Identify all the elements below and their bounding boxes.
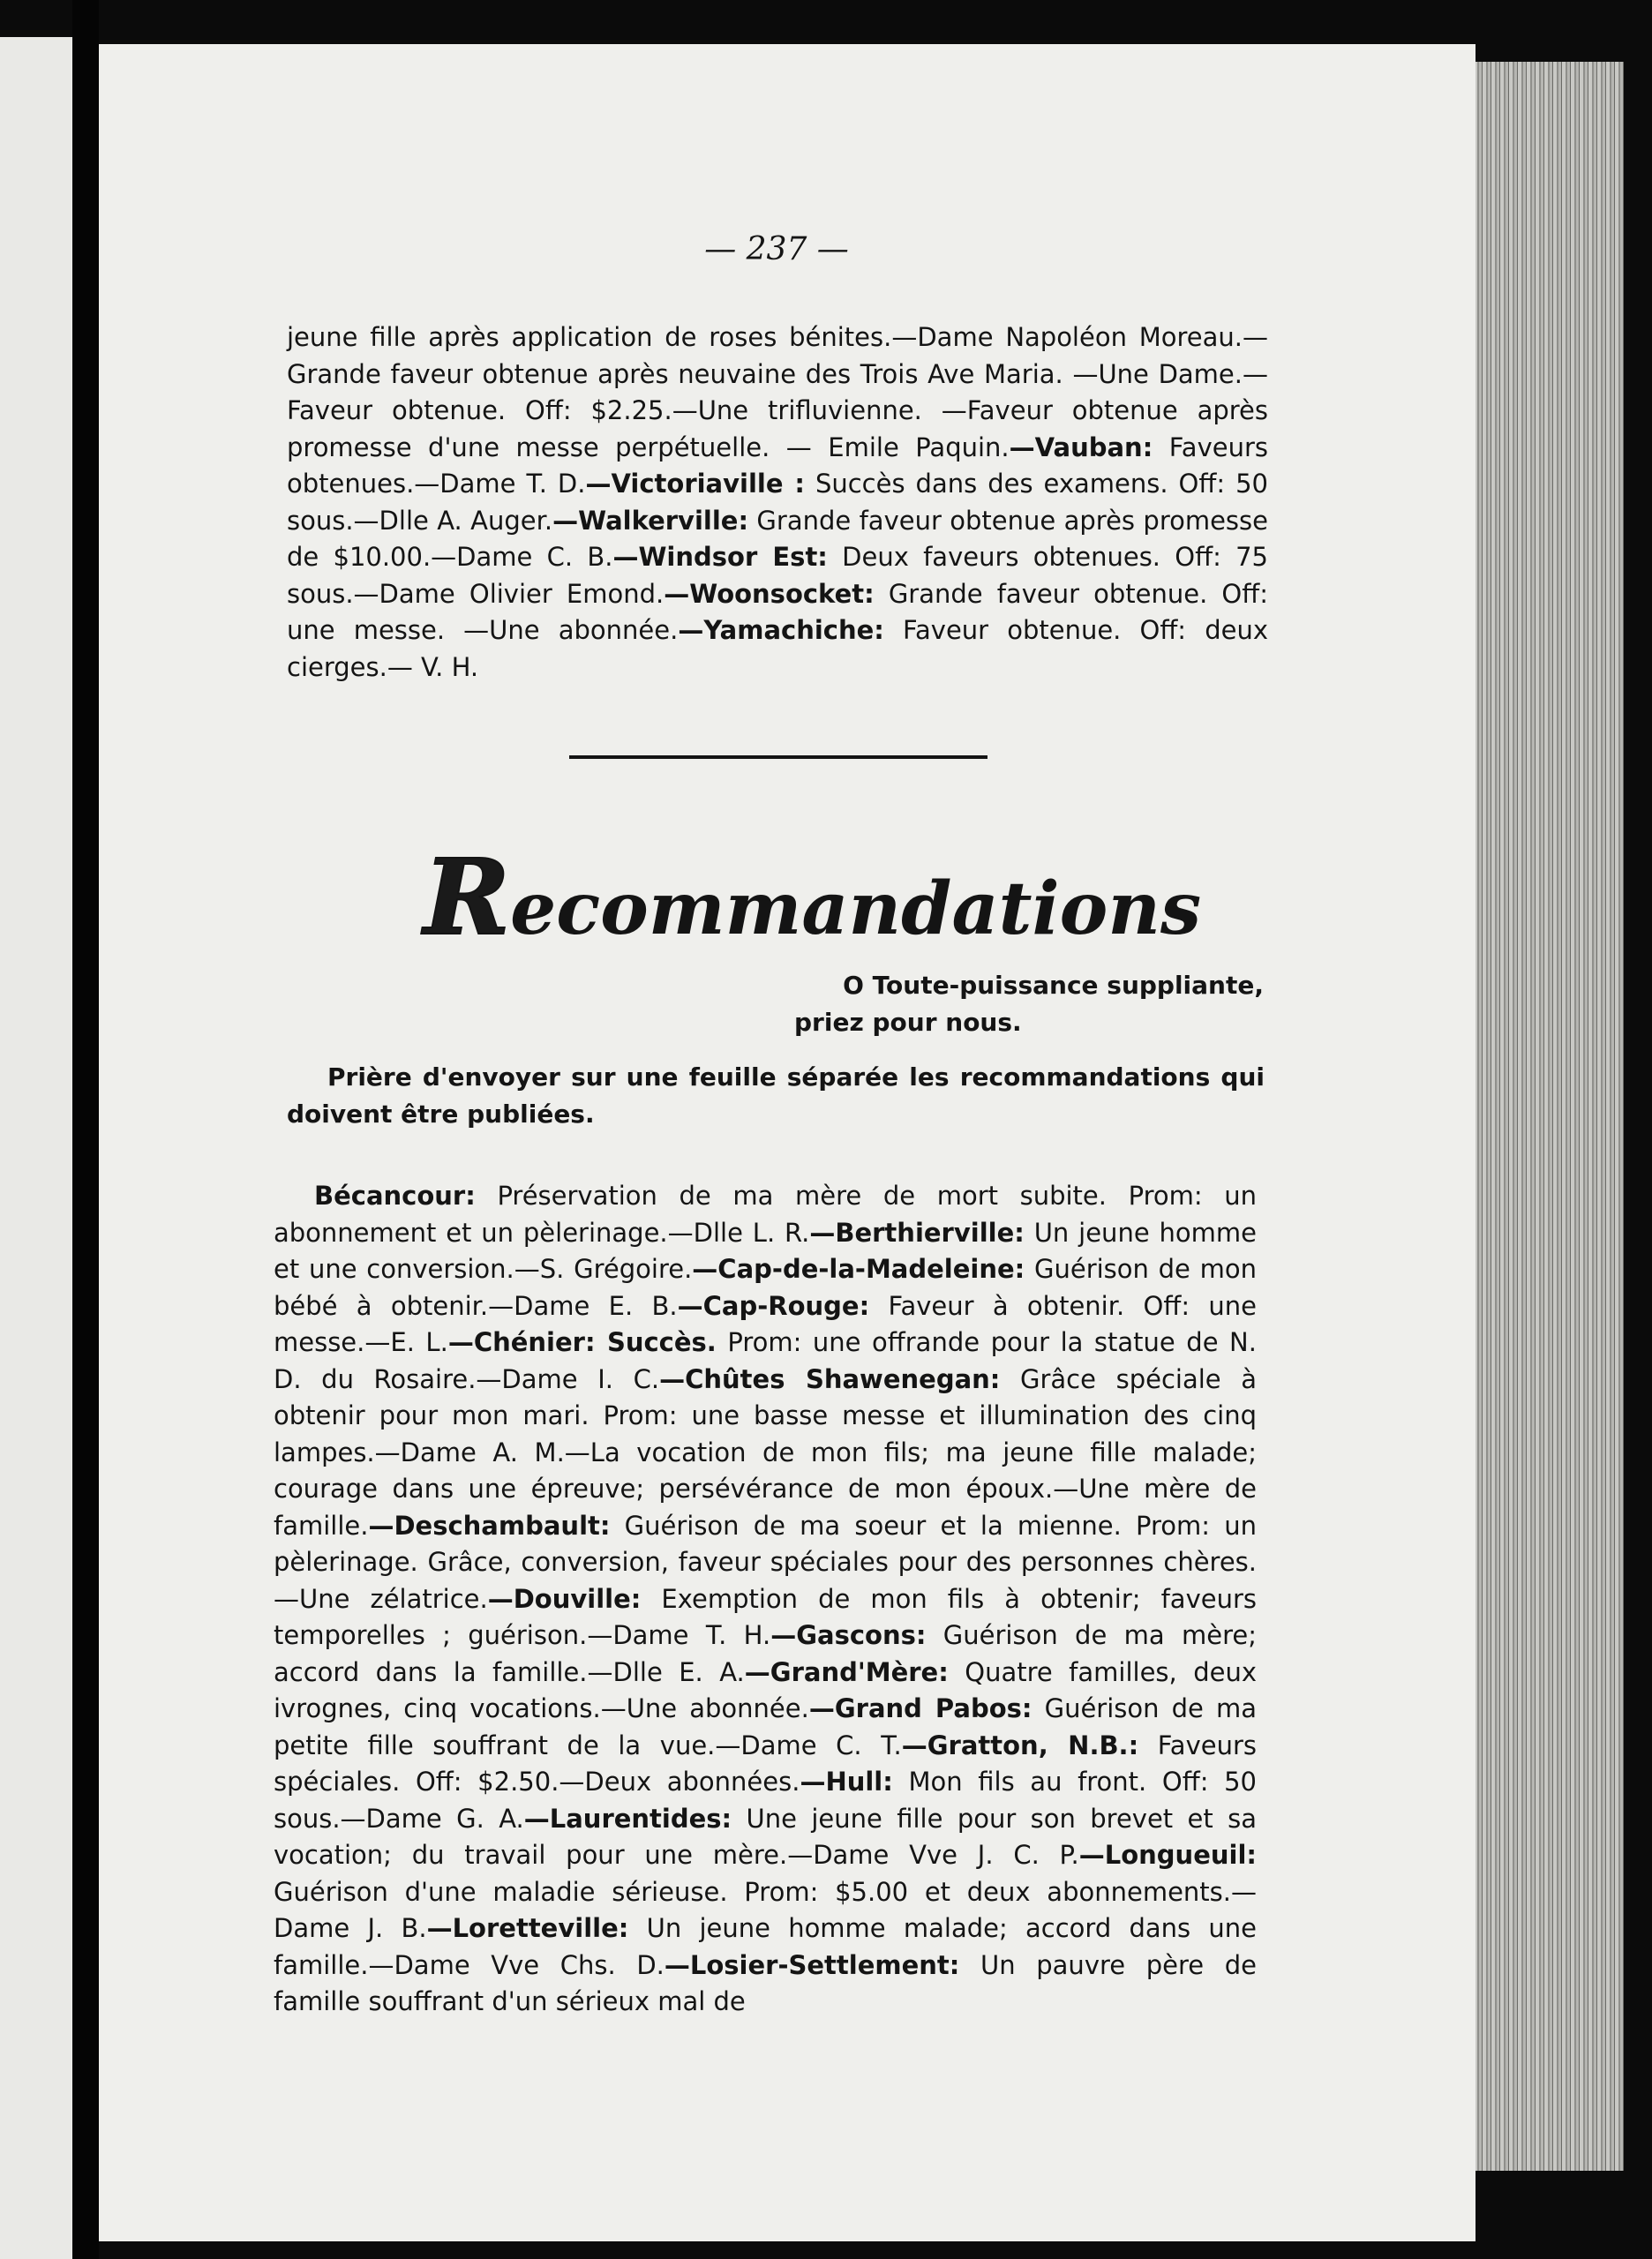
- place-name: —Loretteville:: [426, 1913, 629, 1943]
- page-number: — 237 —: [704, 231, 849, 267]
- place-name: —Losier-Settlement:: [664, 1949, 960, 1980]
- place-name: —Cap-Rouge:: [677, 1290, 870, 1321]
- entry-text: Faveurs obtenues.—Dame T. D.: [287, 432, 1268, 499]
- place-name: —Grand'Mère:: [744, 1656, 949, 1687]
- entry-text: Guérison de ma soeur et la mienne. Prom: un pèlerinage. Grâce, conversion, faveur spéciales pour des personnes chères.—Une zélatrice.: [274, 1510, 1257, 1614]
- book-gutter: [72, 0, 99, 2259]
- place-name: —Longueuil:: [1078, 1840, 1257, 1870]
- invocation: [777, 967, 1264, 1041]
- place-name: —Chénier: Succès.: [447, 1327, 717, 1357]
- page-edges: [1465, 62, 1624, 2171]
- invocation-line-1: O Toute-puissance suppliante,: [843, 971, 1264, 1000]
- entry-text: Guérison de ma petite fille souffrant de la vue.—Dame C. T.: [274, 1693, 1257, 1760]
- entry-text: Une jeune fille pour son brevet et sa vocation; du travail pour une mère.—Dame Vve J. C. P.: [274, 1803, 1257, 1870]
- entry-text: Prom: une offrande pour la statue de N. D. du Rosaire.—Dame I. C.: [274, 1327, 1257, 1394]
- entry-text: Préservation de ma mère de mort subite. Prom: un abonnement et un pèlerinage.—Dlle L. R.: [274, 1181, 1257, 1248]
- entry-text: Exemption de mon fils à obtenir; faveurs temporelles ; guérison.—Dame T. H.: [274, 1583, 1257, 1650]
- place-name: —Yamachiche:: [678, 615, 884, 645]
- place-name: —Laurentides:: [523, 1803, 732, 1834]
- facing-page-edge: [0, 37, 72, 2259]
- place-name: —Walkerville:: [552, 505, 749, 536]
- entry-text: jeune fille après application de roses bénites.—Dame Napoléon Moreau.—Grande faveur obtenue après neuvaine des Trois Ave Maria. —Une Dame.—Faveur obtenue. Off: $2.25.—Une trifluvienne. —Faveur obtenue après promesse d'une messe perpétuelle. — Emile Paquin.: [287, 322, 1268, 462]
- entry-text: Un pauvre père de famille souffrant d'un sérieux mal de: [274, 1949, 1257, 2016]
- entry-text: Grande faveur obtenue après promesse de $10.00.—Dame C. B.: [287, 505, 1268, 572]
- place-name: —Deschambault:: [368, 1510, 611, 1541]
- place-name: —Douville:: [487, 1583, 642, 1614]
- entry-text: Faveur à obtenir. Off: une messe.—E. L.: [274, 1290, 1257, 1357]
- entry-text: Faveurs spéciales. Off: $2.50.—Deux abonnées.: [274, 1730, 1257, 1797]
- heading-initial: R: [424, 836, 511, 958]
- place-name: —Windsor Est:: [612, 542, 828, 572]
- recommendations-paragraph: [274, 1178, 1257, 2021]
- place-name: —Grand Pabos:: [808, 1693, 1032, 1723]
- entry-text: Un jeune homme malade; accord dans une famille.—Dame Vve Chs. D.: [274, 1913, 1257, 1980]
- place-name: —Gascons:: [770, 1620, 927, 1650]
- entry-text: Grande faveur obtenue. Off: une messe. —Une abonnée.: [287, 578, 1269, 645]
- place-name: —Cap-de-la-Madeleine:: [692, 1254, 1025, 1284]
- place-name: —Vauban:: [1009, 432, 1153, 462]
- entry-text: Guérison de ma mère; accord dans la famille.—Dlle E. A.: [274, 1620, 1257, 1687]
- invocation-line-2: priez pour nous.: [794, 1008, 1022, 1037]
- entry-text: Guérison d'une maladie sérieuse. Prom: $5.00 et deux abonnements.—Dame J. B.: [274, 1876, 1257, 1943]
- section-heading: [424, 836, 1202, 958]
- place-name: —Chûtes Shawenegan:: [659, 1363, 1001, 1394]
- top-paragraph: [287, 319, 1268, 686]
- place-name: Bécancour:: [314, 1181, 476, 1211]
- entry-text: Deux faveurs obtenues. Off: 75 sous.—Dame Olivier Emond.: [287, 542, 1268, 609]
- place-name: —Berthierville:: [809, 1217, 1025, 1248]
- submission-notice: Prière d'envoyer sur une feuille séparée les recommandations qui doivent être publiées.: [287, 1062, 1265, 1129]
- place-name: —Woonsocket:: [664, 578, 875, 609]
- entry-text: Guérison de mon bébé à obtenir.—Dame E. B.: [274, 1254, 1258, 1321]
- place-name: —Hull:: [800, 1767, 893, 1797]
- place-name: —Gratton, N.B.:: [901, 1730, 1139, 1760]
- heading-rest: ecommandations: [510, 867, 1202, 951]
- entry-text: Succès dans des examens. Off: 50 sous.—Dlle A. Auger.: [287, 469, 1269, 536]
- entry-text: Faveur obtenue. Off: deux cierges.— V. H.: [287, 615, 1268, 682]
- section-rule: [569, 755, 987, 759]
- entry-text: Grâce spéciale à obtenir pour mon mari. Prom: une basse messe et illumination des cinq lampes.—Dame A. M.—La vocation de mon fils; ma jeune fille malade; courage dans une épreuve; persévérance de mon époux.—Une mère de famille.: [274, 1363, 1257, 1541]
- place-name: —Victoriaville :: [585, 469, 805, 499]
- entry-text: Mon fils au front. Off: 50 sous.—Dame G. A.: [274, 1767, 1257, 1834]
- entry-text: Quatre familles, deux ivrognes, cinq vocations.—Une abonnée.: [274, 1656, 1257, 1723]
- entry-text: Un jeune homme et une conversion.—S. Grégoire.: [274, 1217, 1257, 1284]
